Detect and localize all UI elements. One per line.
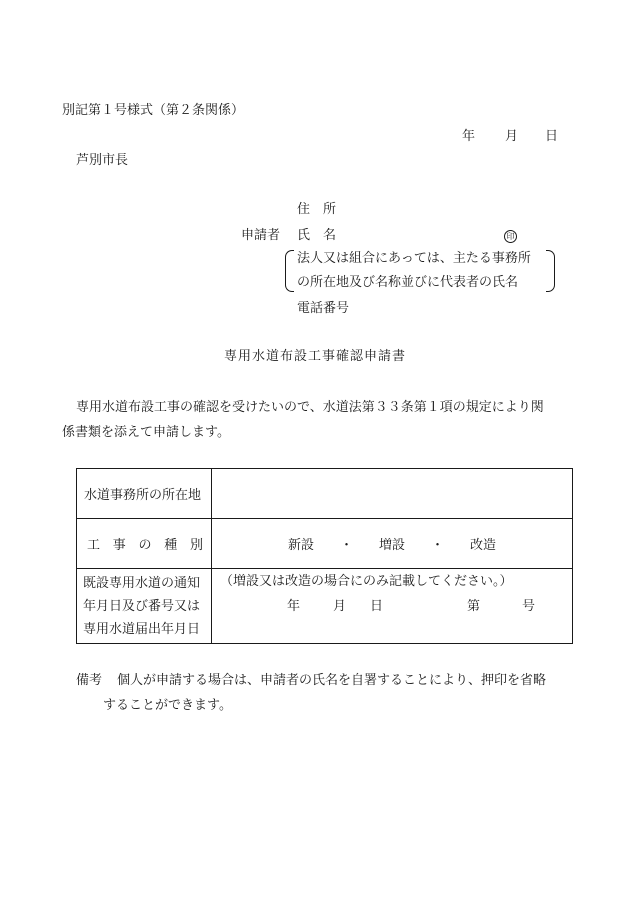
existing-notice-label [77,572,211,641]
work-type-options [212,534,572,553]
left-bracket-icon [285,250,294,292]
notice-day-label: 日 [370,599,384,614]
work-type-char: 工 [87,538,101,553]
table-row-work-type [77,519,573,569]
notice-month-label: 月 [333,599,347,614]
right-bracket-icon [546,250,555,292]
application-table [76,468,573,644]
work-type-char: 別 [189,538,203,553]
remarks-line2: することができます。 [103,698,232,713]
option-expansion[interactable]: 増設 [378,538,405,553]
addressee: 芦別市長 [76,153,129,168]
seal-icon: 印 [504,230,517,243]
work-type-char: 事 [112,538,126,553]
document-title: 専用水道布設工事確認申請書 [223,349,406,364]
work-type-options-cell [212,519,573,569]
date-month-label: 月 [505,129,519,144]
table-row-location [77,469,573,519]
body-text-line1: 専用水道布設工事の確認を受けたいので、水道法第３３条第１項の規定により関 [76,400,544,415]
date-year-label: 年 [462,129,476,144]
existing-notice-label-line1: 既設専用水道の通知 [83,575,201,591]
phone-label: 電話番号 [297,301,350,316]
existing-notice-label-line2: 年月日及び番号又は [83,598,201,614]
work-type-label-cell [77,519,212,569]
work-type-char: 種 [164,538,178,553]
seal-mark [504,229,517,243]
location-input-cell[interactable] [212,469,573,519]
option-separator: ・ [339,538,353,553]
work-type-label [77,534,211,553]
work-type-char: の [138,538,152,553]
applicant-label: 申請者 [241,228,281,243]
notice-year-label: 年 [287,599,301,614]
existing-notice-label-cell [77,569,212,644]
option-separator: ・ [431,538,445,553]
name-label: 氏 名 [297,228,337,243]
date-day-label: 日 [545,129,559,144]
remarks-label: 備考 [76,673,103,688]
existing-notice-label-line3: 専用水道届出年月日 [83,621,201,637]
notice-no-label: 第 [467,599,481,614]
remarks-line1: 個人が申請する場合は、申請者の氏名を自署することにより、押印を省略 [117,673,547,688]
option-renovation[interactable]: 改造 [470,538,497,553]
body-text-line2: 係書類を添えて申請します。 [62,425,230,440]
option-new[interactable]: 新設 [287,538,314,553]
location-label: 水道事務所の所在地 [84,488,202,503]
form-number-label: 別記第１号様式（第２条関係） [62,103,245,118]
address-label: 住 所 [297,202,337,217]
notice-number-label: 号 [522,599,536,614]
table-row-existing-notice [77,569,573,644]
existing-notice-value-cell[interactable] [212,569,573,644]
corporate-note-line1: 法人又は組合にあっては、主たる事務所 [297,251,531,266]
corporate-note-line2: の所在地及び名称並びに代表者の氏名 [297,275,519,290]
existing-notice-note: （増設又は改造の場合にのみ記載してください。） [220,574,513,589]
location-label-cell [77,469,212,519]
